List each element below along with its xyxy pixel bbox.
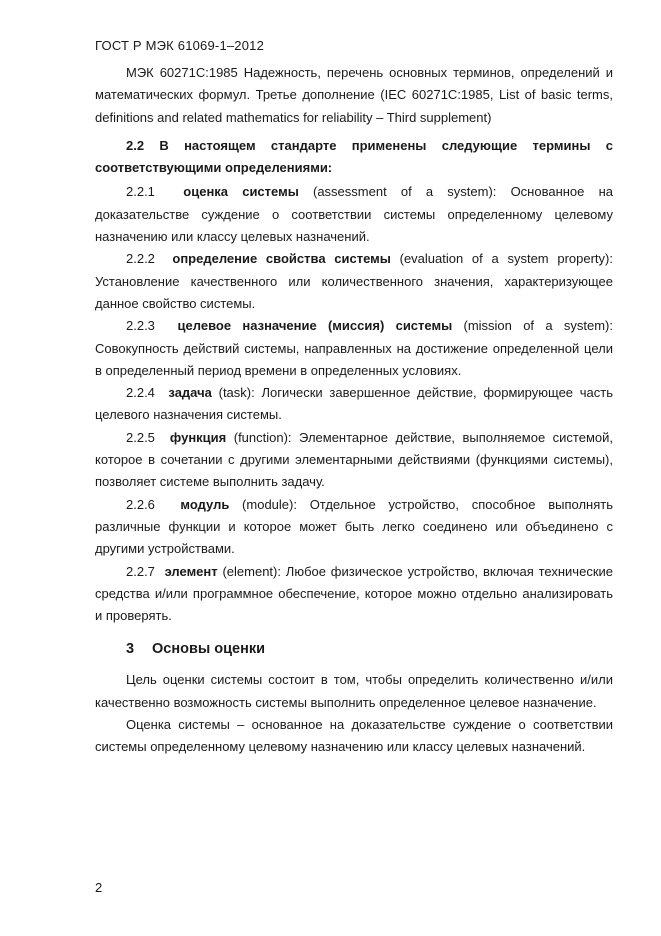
definition-2-2-6 [95,494,613,561]
definition-term: модуль [180,496,230,512]
definition-2-2-4 [95,382,613,427]
definition-2-2-1 [95,181,613,248]
section-title: Основы оценки [152,641,266,658]
page-number: 2 [95,880,103,895]
definition-2-2-2 [95,248,613,315]
definition-number: 2.2.4 [126,385,155,401]
definition-number: 2.2.7 [126,563,155,579]
definition-text: (function): Элементарное действие, выполняемое системой, которое в сочетании с другими элементарными действиями (функциями системы), позволяет системе выполнить задачу. [95,429,613,490]
document-body [95,62,613,759]
clause-2-2-heading: 2.2 В настоящем стандарте применены следующие термины с соответствующими определениями: [95,137,613,176]
definition-2-2-5 [95,427,613,494]
definition-number: 2.2.6 [126,496,155,512]
definition-term: элемент [164,563,218,579]
definition-text: (task): Логически завершенное действие, формирующее часть целевого назначения системы. [95,385,613,423]
definition-term: целевое назначение (миссия) системы [177,318,453,334]
section-number: 3 [126,641,135,658]
definition-term: определение свойства системы [172,251,391,267]
section-3-paragraph-1: Цель оценки системы состоит в том, чтобы определить количественно и/или качественно возможность системы выполнить определенное целевое назначение. [95,672,613,710]
definition-number: 2.2.5 [126,429,155,445]
normative-reference: МЭК 60271С:1985 Надежность, перечень основных терминов, определений и математических формул. Третье дополнение (IEC 60271С:1985, List of basic terms, definitions and related mathematics for reliability – Third supplement) [95,65,613,125]
definition-number: 2.2.1 [126,184,155,200]
definition-text: (mission of a system): Совокупность действий системы, направленных на достижение определенной цели в определенный период времени в определенных условиях. [95,318,613,378]
definition-text: (assessment of a system): Основанное на доказательстве суждение о соответствии системы определенному целевому назначению или классу целевых назначений. [95,184,613,245]
definition-term: оценка системы [183,184,299,200]
definition-term: функция [169,429,227,445]
definition-2-2-3 [95,315,613,382]
definition-2-2-7 [95,561,613,628]
definition-number: 2.2.3 [126,318,155,334]
definition-number: 2.2.2 [126,251,155,267]
definition-term: задача [168,385,212,401]
section-3-heading [95,636,613,662]
definition-text: (module): Отдельное устройство, способное выполнять различные функции и которое может быть легко соединено или объединено с другими устройствами. [95,496,613,557]
definition-text: (element): Любое физическое устройство, включая технические средства и/или программное обеспечение, которое можно отдельно анализировать и проверять. [95,563,613,624]
section-3-paragraph-2: Оценка системы – основанное на доказательстве суждение о соответствии системы определенному целевому назначению или классу целевых назначений. [95,717,613,755]
document-header: ГОСТ Р МЭК 61069-1–2012 [95,38,265,53]
definition-text: (evaluation of a system property): Установление качественного или количественного значения, характеризующее данное свойство системы. [95,251,613,311]
